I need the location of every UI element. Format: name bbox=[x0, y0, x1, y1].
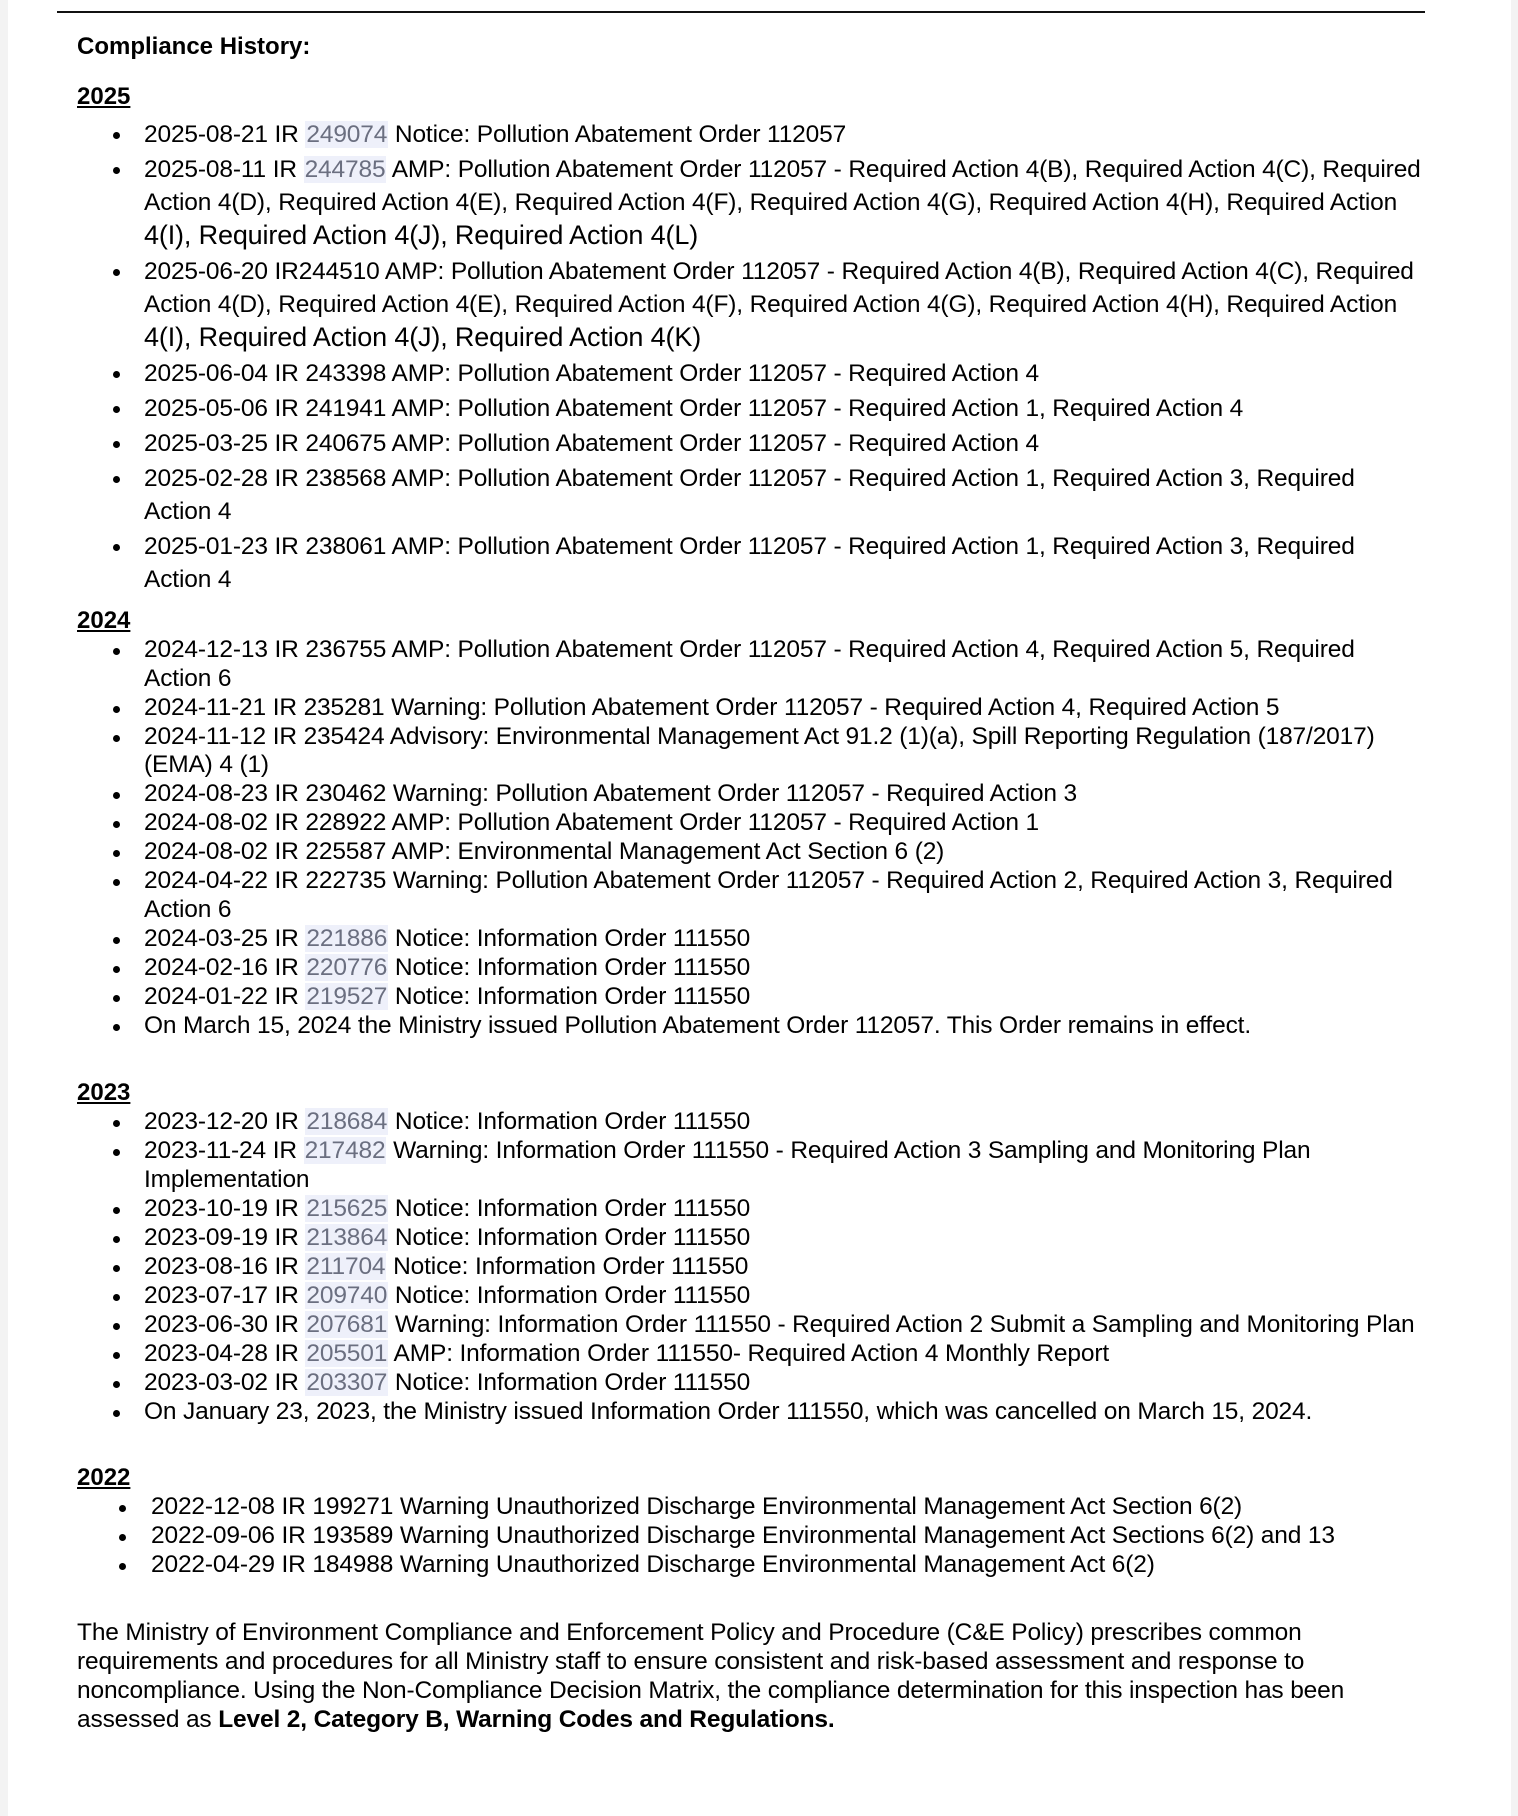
ir-link[interactable]: 219527 bbox=[306, 982, 388, 1010]
list-item bbox=[77, 153, 1427, 253]
ir-label: IR bbox=[272, 693, 297, 721]
entry-date: 2023-10-19 bbox=[144, 1194, 268, 1222]
ir-number: 241941 bbox=[305, 395, 387, 422]
entry-date: 2025-03-25 bbox=[144, 430, 268, 457]
entry-date: 2024-12-13 bbox=[144, 636, 268, 663]
list-item bbox=[77, 1551, 1427, 1580]
entry-text: Warning: Information Order 111550 - Required Action 2 Submit a Sampling and Monitoring Plan bbox=[394, 1310, 1415, 1338]
list-item bbox=[77, 1493, 1427, 1522]
ir-number: 228922 bbox=[305, 809, 387, 836]
year-section-2022 bbox=[77, 1463, 1427, 1580]
entry-text: Warning: Pollution Abatement Order 112057 - Required Action 2, Required Action 3, Required Action 6 bbox=[144, 867, 1393, 923]
entry-text: AMP: Pollution Abatement Order 112057 - Required Action 4 bbox=[391, 360, 1039, 387]
list-item bbox=[77, 983, 1427, 1012]
entry-text: Warning Unauthorized Discharge Environmental Management Act Sections 6(2) and 13 bbox=[399, 1522, 1335, 1549]
ir-label: IR244510 bbox=[274, 258, 380, 285]
ir-link[interactable]: 215625 bbox=[306, 1194, 388, 1222]
entry-date: 2023-07-17 bbox=[144, 1281, 268, 1309]
entry-list bbox=[77, 1493, 1427, 1580]
ir-number: 243398 bbox=[305, 360, 387, 387]
year-section-2023 bbox=[77, 1078, 1427, 1426]
entry-text: Notice: Information Order 111550 bbox=[394, 1194, 751, 1222]
ir-label: IR bbox=[274, 1310, 299, 1338]
list-item bbox=[77, 925, 1427, 954]
entry-date: 2022-09-06 bbox=[151, 1522, 275, 1549]
entry-date: 2024-08-02 bbox=[144, 809, 268, 836]
compliance-determination: Level 2, Category B, Warning Codes and Regulations. bbox=[218, 1705, 835, 1733]
list-item bbox=[77, 636, 1427, 693]
entry-list bbox=[77, 636, 1427, 1040]
ir-label: IR bbox=[274, 780, 299, 807]
entry-date: 2023-12-20 bbox=[144, 1108, 268, 1135]
ir-link[interactable]: 249074 bbox=[306, 121, 388, 148]
ir-label: IR bbox=[274, 924, 299, 952]
entry-text: Warning: Pollution Abatement Order 112057 - Required Action 4, Required Action 5 bbox=[391, 693, 1280, 721]
list-item bbox=[77, 1340, 1427, 1369]
ir-label: IR bbox=[274, 1281, 299, 1309]
list-item bbox=[77, 954, 1427, 983]
entry-text: AMP: Pollution Abatement Order 112057 - Required Action 1, Required Action 4 bbox=[391, 395, 1244, 422]
list-item bbox=[77, 357, 1427, 390]
ir-number: 238568 bbox=[305, 465, 387, 492]
entry-date: 2025-08-21 bbox=[144, 121, 268, 148]
entry-text: Notice: Information Order 111550 bbox=[394, 982, 751, 1010]
entry-date: 2025-06-04 bbox=[144, 360, 268, 387]
ir-label: IR bbox=[274, 430, 299, 457]
entry-date: 2024-01-22 bbox=[144, 982, 268, 1010]
entry-text: AMP: Pollution Abatement Order 112057 - Required Action 4(B), Required Action 4(C), Required Action 4(D), Required Action 4(E), Required Action 4(F), Required Action 4(G), Required Action 4(H), Required Action bbox=[144, 258, 1414, 318]
entry-text: Notice: Information Order 111550 bbox=[394, 1281, 751, 1309]
entry-text: AMP: Pollution Abatement Order 112057 - Required Action 4, Required Action 5, Required Action 6 bbox=[144, 636, 1355, 692]
list-item bbox=[77, 255, 1427, 355]
ir-label: IR bbox=[274, 1108, 299, 1135]
list-item bbox=[77, 118, 1427, 151]
entry-text: Warning: Pollution Abatement Order 112057 - Required Action 3 bbox=[392, 780, 1077, 807]
section-heading: Compliance History: bbox=[77, 33, 311, 60]
year-section-2025 bbox=[77, 82, 1427, 596]
entry-date: 2023-11-24 bbox=[144, 1137, 267, 1164]
ir-label: IR bbox=[274, 1252, 299, 1280]
ir-number: 236755 bbox=[305, 636, 387, 663]
ir-number: 222735 bbox=[305, 867, 387, 894]
year-heading: 2024 bbox=[77, 607, 131, 634]
list-item bbox=[77, 723, 1427, 780]
entry-text: Warning Unauthorized Discharge Environmental Management Act Section 6(2) bbox=[399, 1493, 1243, 1520]
entry-date: 2023-08-16 bbox=[144, 1252, 268, 1280]
entry-note: On January 23, 2023, the Ministry issued Information Order 111550, which was cancelled on March 15, 2024. bbox=[144, 1397, 1313, 1425]
entry-text: AMP: Pollution Abatement Order 112057 - Required Action 4 bbox=[391, 430, 1039, 457]
entry-date: 2024-08-23 bbox=[144, 780, 268, 807]
ir-number: 235281 bbox=[303, 693, 385, 721]
entry-note: On March 15, 2024 the Ministry issued Pollution Abatement Order 112057. This Order remains in effect. bbox=[144, 1011, 1251, 1039]
ir-number: 235424 bbox=[303, 722, 385, 750]
entry-date: 2025-06-20 bbox=[144, 258, 268, 285]
year-section-2024 bbox=[77, 606, 1427, 1040]
list-item bbox=[77, 530, 1427, 596]
entry-date: 2025-01-23 bbox=[144, 533, 268, 560]
horizontal-rule bbox=[57, 11, 1425, 13]
entry-text: AMP: Pollution Abatement Order 112057 - Required Action 1, Required Action 3, Required Action 4 bbox=[144, 533, 1355, 593]
list-item bbox=[77, 809, 1427, 838]
ir-number: 238061 bbox=[305, 533, 387, 560]
entry-text: Notice: Information Order 111550 bbox=[394, 924, 751, 952]
summary-text: The Ministry of Environment Compliance and Enforcement Policy and Procedure (C&E Policy) prescribes common requirements and procedures for all Ministry staff to ensure consistent and risk-based assessment and response to noncompliance. Using the Non-Compliance Decision Matrix, the compliance determination for this inspection has been assessed as bbox=[77, 1618, 1345, 1733]
ir-link[interactable]: 213864 bbox=[306, 1223, 388, 1251]
ir-link[interactable]: 244785 bbox=[304, 156, 386, 183]
ir-label: IR bbox=[274, 1223, 299, 1251]
ir-label: IR bbox=[274, 533, 299, 560]
ir-label: IR bbox=[274, 395, 299, 422]
ir-number: 240675 bbox=[305, 430, 387, 457]
ir-label: IR bbox=[272, 156, 297, 183]
ir-label: IR bbox=[274, 809, 299, 836]
entry-text: AMP: Environmental Management Act Section 6 (2) bbox=[391, 838, 945, 865]
list-item bbox=[77, 427, 1427, 460]
ir-label: IR bbox=[274, 838, 299, 865]
list-item bbox=[77, 1311, 1427, 1340]
entry-list bbox=[77, 1108, 1427, 1426]
ir-link[interactable]: 217482 bbox=[304, 1137, 386, 1164]
entry-text: Notice: Information Order 111550 bbox=[394, 953, 751, 981]
entry-date: 2024-04-22 bbox=[144, 867, 268, 894]
list-item-note bbox=[77, 1398, 1427, 1427]
list-item bbox=[77, 780, 1427, 809]
entry-list bbox=[77, 118, 1427, 596]
entry-date: 2025-05-06 bbox=[144, 395, 268, 422]
ir-link[interactable]: 220776 bbox=[306, 953, 388, 981]
ir-label: IR bbox=[274, 1194, 299, 1222]
entry-text-tail: 4(I), Required Action 4(J), Required Action 4(K) bbox=[144, 322, 702, 352]
ir-label: IR bbox=[274, 360, 299, 387]
compliance-summary-paragraph bbox=[77, 1618, 1427, 1734]
year-heading: 2023 bbox=[77, 1079, 131, 1106]
document-page bbox=[8, 0, 1511, 1816]
entry-date: 2023-06-30 bbox=[144, 1310, 268, 1338]
ir-label: IR bbox=[281, 1551, 306, 1578]
list-item bbox=[77, 392, 1427, 425]
entry-text: AMP: Pollution Abatement Order 112057 - Required Action 1, Required Action 3, Required Action 4 bbox=[144, 465, 1355, 525]
compliance-history bbox=[77, 30, 1427, 1758]
ir-number: 230462 bbox=[305, 780, 387, 807]
entry-text: Advisory: Environmental Management Act 91.2 (1)(a), Spill Reporting Regulation (187/2017)(EMA) 4 (1) bbox=[144, 722, 1375, 778]
entry-text: Notice: Information Order 111550 bbox=[394, 1108, 751, 1135]
ir-link[interactable]: 203307 bbox=[306, 1368, 388, 1396]
entry-text: Notice: Pollution Abatement Order 112057 bbox=[394, 121, 847, 148]
ir-label: IR bbox=[274, 465, 299, 492]
ir-link[interactable]: 209740 bbox=[306, 1281, 388, 1309]
list-item bbox=[77, 1108, 1427, 1137]
entry-date: 2024-11-12 bbox=[144, 722, 267, 750]
list-item bbox=[77, 1137, 1427, 1194]
ir-number: 193589 bbox=[312, 1522, 394, 1549]
entry-text: Notice: Information Order 111550 bbox=[393, 1252, 749, 1280]
entry-date: 2022-12-08 bbox=[151, 1493, 275, 1520]
entry-text: Notice: Information Order 111550 bbox=[394, 1223, 751, 1251]
entry-date: 2024-03-25 bbox=[144, 924, 268, 952]
entry-date: 2023-03-02 bbox=[144, 1368, 268, 1396]
ir-label: IR bbox=[274, 1339, 299, 1367]
entry-text: Warning: Information Order 111550 - Required Action 3 Sampling and Monitoring Plan Implementation bbox=[144, 1137, 1311, 1193]
list-item bbox=[77, 462, 1427, 528]
entry-text: Warning Unauthorized Discharge Environmental Management Act 6(2) bbox=[399, 1551, 1155, 1578]
ir-link[interactable]: 218684 bbox=[306, 1108, 388, 1135]
ir-label: IR bbox=[274, 121, 299, 148]
entry-text-tail: 4(I), Required Action 4(J), Required Action 4(L) bbox=[144, 220, 699, 250]
ir-label: IR bbox=[274, 1368, 299, 1396]
list-item-note bbox=[77, 1012, 1427, 1041]
entry-date: 2024-02-16 bbox=[144, 953, 268, 981]
entry-text: Notice: Information Order 111550 bbox=[394, 1368, 751, 1396]
entry-date: 2022-04-29 bbox=[151, 1551, 275, 1578]
ir-label: IR bbox=[281, 1493, 306, 1520]
entry-date: 2023-04-28 bbox=[144, 1339, 268, 1367]
entry-date: 2025-08-11 bbox=[144, 156, 267, 183]
list-item bbox=[77, 1195, 1427, 1224]
ir-label: IR bbox=[281, 1522, 306, 1549]
list-item bbox=[77, 867, 1427, 924]
ir-number: 184988 bbox=[312, 1551, 394, 1578]
ir-link[interactable]: 205501 bbox=[306, 1339, 388, 1367]
ir-label: IR bbox=[274, 953, 299, 981]
ir-number: 199271 bbox=[312, 1493, 394, 1520]
ir-label: IR bbox=[274, 982, 299, 1010]
list-item bbox=[77, 1369, 1427, 1398]
entry-text: AMP: Pollution Abatement Order 112057 - Required Action 1 bbox=[391, 809, 1039, 836]
entry-date: 2024-11-21 bbox=[144, 693, 267, 721]
list-item bbox=[77, 1282, 1427, 1311]
entry-date: 2025-02-28 bbox=[144, 465, 268, 492]
ir-label: IR bbox=[272, 722, 297, 750]
ir-label: IR bbox=[274, 867, 299, 894]
ir-label: IR bbox=[272, 1137, 297, 1164]
entry-date: 2023-09-19 bbox=[144, 1223, 268, 1251]
list-item bbox=[77, 1522, 1427, 1551]
ir-label: IR bbox=[274, 636, 299, 663]
entry-text: AMP: Information Order 111550- Required Action 4 Monthly Report bbox=[393, 1339, 1110, 1367]
ir-link[interactable]: 207681 bbox=[306, 1310, 388, 1338]
year-heading: 2025 bbox=[77, 83, 131, 110]
ir-link[interactable]: 221886 bbox=[306, 924, 388, 952]
year-heading: 2022 bbox=[77, 1464, 131, 1491]
entry-date: 2024-08-02 bbox=[144, 838, 268, 865]
list-item bbox=[77, 1253, 1427, 1282]
ir-link[interactable]: 211704 bbox=[306, 1252, 386, 1280]
ir-number: 225587 bbox=[305, 838, 387, 865]
entry-text: AMP: Pollution Abatement Order 112057 - Required Action 4(B), Required Action 4(C), Required Action 4(D), Required Action 4(E), Required Action 4(F), Required Action 4(G), Required Action 4(H), Required Action bbox=[144, 156, 1421, 216]
list-item bbox=[77, 1224, 1427, 1253]
list-item bbox=[77, 694, 1427, 723]
list-item bbox=[77, 838, 1427, 867]
